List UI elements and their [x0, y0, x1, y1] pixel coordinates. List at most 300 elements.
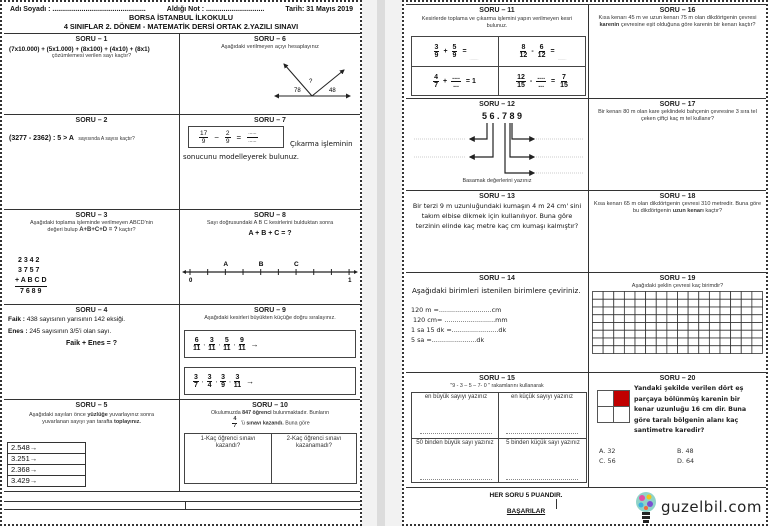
question-5 [4, 400, 180, 492]
grid-cell [688, 323, 699, 331]
points-note: HER SORU 5 PUANDIR. [489, 492, 563, 499]
grid-cell [603, 299, 614, 307]
grid-cell [593, 338, 604, 346]
grid-cell [635, 292, 646, 300]
q3-addition [15, 256, 47, 297]
grid-cell [752, 307, 763, 315]
operator: + [443, 48, 448, 55]
grid-cell [635, 315, 646, 323]
denominator: 12 [519, 52, 528, 59]
q1-expression: (7x10.000) + (5x1.000) + (8x100) + (4x10) + (8x1) [9, 46, 150, 53]
grid-cell [720, 323, 731, 331]
arrow-icon: → [250, 339, 259, 349]
question-18 [589, 191, 766, 273]
grid-cell [593, 299, 604, 307]
q15-cell-smallest: en küçük sayıyı yazınız [510, 394, 574, 400]
place-value-diagram [406, 121, 589, 181]
answer-blank: ........ [469, 56, 479, 61]
denominator: 9 [434, 52, 439, 59]
fraction [520, 44, 528, 59]
divided-square [597, 390, 631, 424]
grid-cell [593, 323, 604, 331]
grid-cell [709, 330, 720, 338]
denominator: 15 [517, 81, 525, 89]
fraction [516, 74, 526, 89]
grid-cell [624, 307, 635, 315]
grid-cell [752, 346, 763, 354]
numerator: 7 [562, 73, 566, 81]
question-11 [406, 5, 589, 99]
angle-left-label: 78 [294, 88, 301, 94]
fraction [193, 374, 199, 389]
scrollbar[interactable] [377, 0, 385, 526]
grid-cell [603, 346, 614, 354]
q11-table [411, 36, 586, 96]
question-19 [589, 273, 766, 373]
point-label: A [223, 261, 229, 268]
numerator: 8 [521, 44, 526, 51]
q11-cell [412, 66, 498, 96]
answer-blank: ........ [557, 56, 567, 61]
blank-cell [186, 502, 360, 510]
grid-cell [699, 307, 710, 315]
fraction [452, 44, 458, 59]
q10-sub-question-1: 1-Kaç öğrenci sınavı kazandı? [200, 436, 256, 449]
grid-cell [741, 330, 752, 338]
rounding-item: 2.368→ [7, 464, 86, 476]
denominator: 11 [238, 344, 246, 352]
grid-cell [614, 338, 625, 346]
date-label: Tarih: 31 Mayıs 2019 [285, 6, 353, 13]
comma: , [201, 378, 204, 384]
angle-diagram [272, 56, 360, 101]
faik-label: Faik : [8, 316, 25, 323]
number-line [180, 252, 360, 292]
shaded-square-part [614, 391, 630, 407]
grid-cell [678, 307, 689, 315]
grid-cell [678, 346, 689, 354]
grid-cell [603, 292, 614, 300]
denominator: 9 [225, 137, 230, 145]
numerator: 5 [224, 336, 229, 344]
blank-cell [4, 502, 186, 510]
question-title: SORU – 6 [254, 36, 286, 43]
grid-cell [699, 323, 710, 331]
grid-cell [614, 346, 625, 354]
q15-table [411, 392, 587, 483]
grid-cell [688, 315, 699, 323]
numerator: 3 [194, 373, 198, 381]
q10-text-1a: Okulumuzda [210, 410, 241, 416]
grid-cell [731, 338, 742, 346]
grid-cell [752, 338, 763, 346]
q10-bold-1: 847 öğrenci [242, 410, 272, 416]
numerator: 5 [452, 44, 457, 51]
question-title: SORU – 15 [479, 375, 515, 382]
grid-cell [635, 307, 646, 315]
blank-row [4, 492, 360, 502]
grid-cell [667, 299, 678, 307]
grid-cell [635, 346, 646, 354]
q16-text-1: Kısa kenarı 45 m ve uzun kenarı 75 m olan dikdörtgenin çevresi [598, 15, 757, 21]
exam-title: 4 SINIFLAR 2. DÖNEM - MATEMATİK DERSİ ORTAK 2.YAZILI SINAVI [63, 22, 299, 31]
question-16 [589, 5, 766, 99]
grid-cell [699, 299, 710, 307]
grid-cell [646, 346, 657, 354]
arrow-icon: → [246, 376, 255, 386]
operator: + [443, 77, 448, 85]
fraction [234, 374, 241, 389]
grid-cell [688, 338, 699, 346]
q10-answer-box-2 [271, 433, 357, 484]
grid-cell [603, 323, 614, 331]
q11-text: Kesirlerde toplama ve çıkarma işlemini yapın verilmeyen kesri bulunuz. [421, 16, 573, 29]
question-title: SORU – 11 [479, 7, 515, 14]
grid-cell [646, 292, 657, 300]
q16-text-2: çevresine eşit olduğuna göre karenin bir kenarı kaçtır? [620, 22, 756, 28]
numerator: 4 [233, 416, 237, 422]
grid-cell [635, 338, 646, 346]
rounding-item: 3.251→ [7, 453, 86, 465]
equals: = [462, 48, 467, 55]
exam-page-left [0, 0, 362, 526]
q15-cell-under-5k: 5 binden küçük sayı yazınız [506, 440, 580, 446]
denominator: 15 [560, 81, 568, 89]
q10-text-2a: 'ü [240, 420, 245, 427]
grid-cell [731, 330, 742, 338]
square-part [598, 391, 614, 407]
grid-cell [688, 346, 699, 354]
grid-cell [741, 346, 752, 354]
grid-cell [699, 330, 710, 338]
question-title: SORU – 9 [254, 307, 286, 314]
grid-cell [731, 346, 742, 354]
grid-cell [720, 292, 731, 300]
name-field-label: Adı Soyadı : ................................................ [10, 6, 146, 13]
enes-label: Enes : [8, 328, 28, 335]
question-7 [180, 115, 360, 210]
q5-bold-2: toplayınız. [113, 419, 141, 425]
question-title: SORU – 7 [254, 117, 286, 124]
sum-row: 7 6 8 9 [20, 288, 42, 295]
grid-cell [741, 307, 752, 315]
q19-text: Aşağıdaki şeklin çevresi kaç birimdir? [631, 283, 724, 289]
grid-cell [603, 315, 614, 323]
numerator: 3 [207, 373, 212, 381]
question-1 [4, 34, 180, 115]
exam-footer [406, 488, 766, 525]
enes-text: 245 sayısının 3/5'i olan sayı. [29, 328, 112, 335]
fraction [207, 374, 213, 389]
unit-grid [592, 291, 764, 355]
comma: , [215, 378, 218, 384]
arrow-left-icon [182, 270, 186, 274]
grid-cell [593, 346, 604, 354]
grid-cell [624, 323, 635, 331]
question-20 [589, 373, 766, 488]
grid-cell [593, 315, 604, 323]
minus-operator: − [214, 132, 219, 142]
start-label: 0 [189, 278, 193, 284]
q6-text: Aşağıdaki verilmeyen açıyı hesaplayınız [221, 44, 319, 50]
grid-cell [646, 330, 657, 338]
grid-cell [720, 307, 731, 315]
conversion-line: 5 sa =......................dk [411, 336, 485, 344]
grid-cell [741, 338, 752, 346]
grid-cell [688, 330, 699, 338]
grid-cell [752, 323, 763, 331]
q10-text-1b: bulunmaktadır. Bunların [273, 410, 330, 416]
grid-cell [699, 292, 710, 300]
grid-cell [688, 307, 699, 315]
q2-text: sayısında A sayısı kaçtır? [78, 136, 135, 142]
operator: - [529, 77, 533, 85]
option-b[interactable]: B. 48 [677, 447, 694, 455]
point-label: B [258, 261, 264, 268]
grid-cell [699, 346, 710, 354]
q3-expression: A+B+C+D = ? [79, 227, 118, 233]
grid-cell [731, 299, 742, 307]
q10-sub-question-2: 2-Kaç öğrenci sınavı kazanamadı? [286, 436, 342, 449]
question-title: SORU – 12 [479, 101, 515, 108]
grid-cell [593, 292, 604, 300]
numerator: 3 [221, 373, 226, 381]
grid-cell [709, 307, 720, 315]
blank-numerator: ...... [248, 129, 257, 136]
grid-cell [720, 330, 731, 338]
q3-text-3: kaçtır? [119, 227, 136, 233]
addend-row: + A B C D [15, 276, 47, 287]
grid-cell [688, 292, 699, 300]
lightbulb-logo-icon [634, 491, 658, 525]
question-2 [4, 115, 180, 210]
numerator: .... [537, 73, 546, 81]
question-8 [180, 210, 360, 305]
grid-cell [603, 330, 614, 338]
grid-cell [656, 299, 667, 307]
equals: = [551, 77, 556, 85]
site-logo-text[interactable]: guzelbil.com [661, 498, 762, 516]
grid-cell [678, 315, 689, 323]
operator: - [531, 48, 534, 55]
q3-text-2: değeri bulup [47, 227, 78, 233]
conversion-line: 1 sa 15 dk =.......................dk [411, 326, 507, 334]
grid-cell [656, 330, 667, 338]
question-title: SORU – 18 [659, 193, 696, 200]
question-title: SORU – 16 [659, 7, 696, 14]
grid-cell [731, 307, 742, 315]
grid-cell [709, 346, 720, 354]
q11-cell [498, 37, 586, 66]
grid-cell [656, 346, 667, 354]
grid-cell [752, 292, 763, 300]
grid-cell [624, 315, 635, 323]
square-part [614, 407, 630, 423]
grid-cell [709, 338, 720, 346]
question-10 [180, 400, 360, 492]
q18-bold: uzun kenarı [672, 208, 704, 214]
q10-text-2b: Buna göre [285, 420, 310, 427]
question-9 [180, 305, 360, 400]
question-title: SORU – 3 [75, 212, 108, 219]
comma: , [229, 378, 231, 384]
grid-cell [731, 315, 742, 323]
q14-text: Aşağıdaki birimleri istenilen birimlere çeviriniz. [412, 286, 581, 295]
grid-cell [635, 299, 646, 307]
q9-fraction-set-2 [184, 367, 356, 395]
grid-cell [752, 330, 763, 338]
q5-text-3: yuvarlanan sayıyı yan tarafta [42, 419, 113, 425]
question-title: SORU – 5 [75, 402, 108, 409]
grid-cell [741, 292, 752, 300]
fraction [238, 337, 245, 352]
q5-text-1: Aşağıdaki sayıları önce [28, 412, 86, 418]
fraction [538, 44, 546, 59]
grid-cell [741, 323, 752, 331]
denominator: ... [538, 81, 545, 89]
numerator: 6 [539, 44, 544, 51]
q9-fraction-set-1 [184, 330, 356, 358]
q12-caption: Basamak değerlerini yazınız [462, 178, 532, 184]
square-part [598, 407, 614, 423]
question-title: SORU – 2 [75, 117, 108, 124]
question-15 [406, 373, 589, 488]
fraction [193, 337, 200, 352]
question-12 [406, 99, 589, 191]
question-title: SORU – 14 [479, 275, 515, 282]
grid-cell [731, 292, 742, 300]
equals: = 1 [465, 77, 476, 85]
grid-cell [656, 307, 667, 315]
question-4 [4, 305, 180, 400]
grid-cell [720, 315, 731, 323]
numerator: .... [452, 73, 460, 81]
q7-text-1: Çıkarma işleminin [290, 140, 353, 148]
grid-cell [614, 299, 625, 307]
angle-right-label: 48 [329, 88, 336, 94]
exam-header [6, 4, 356, 34]
grade-field-label: Aldığı Not : .............................. [166, 6, 265, 13]
grid-cell [720, 338, 731, 346]
grid-cell [624, 338, 635, 346]
question-title: SORU – 10 [252, 402, 288, 409]
grid-cell [624, 292, 635, 300]
numerator: 3 [235, 373, 240, 381]
grid-cell [593, 307, 604, 315]
denominator: ... [453, 81, 459, 89]
option-c[interactable]: C. 56 [599, 457, 616, 465]
grid-cell [614, 292, 625, 300]
grid-cell [656, 292, 667, 300]
addend-row: 2 3 4 2 [18, 257, 40, 264]
grid-cell [656, 315, 667, 323]
q10-answer-box-1 [184, 433, 272, 484]
grid-cell [709, 315, 720, 323]
question-6 [180, 34, 360, 115]
denominator: 11 [223, 344, 231, 352]
numerator: 17 [200, 129, 208, 137]
grid-cell [667, 346, 678, 354]
question-title: SORU – 17 [659, 101, 696, 108]
fraction [560, 74, 568, 89]
grid-cell [731, 323, 742, 331]
equals: = [550, 48, 555, 55]
q18-text-1: Kısa kenarı 65 m olan dikdörtgenin çevresi 310 metredir. Buna göre bu dikdörtgenin [593, 201, 762, 214]
fraction [536, 74, 546, 89]
grid-cell [667, 338, 678, 346]
numerator: 6 [194, 336, 199, 344]
numerator: 9 [239, 336, 244, 344]
grid-cell [667, 292, 678, 300]
numerator: 3 [209, 336, 214, 344]
fraction [208, 337, 215, 352]
grid-cell [646, 315, 657, 323]
numerator: 2 [225, 129, 230, 137]
numerator: 4 [434, 73, 439, 81]
fraction [451, 74, 461, 89]
grid-cell [720, 346, 731, 354]
equals-operator: = [236, 132, 242, 142]
q10-bold-2: sınavı kazandı. [246, 420, 284, 427]
grid-cell [624, 346, 635, 354]
grid-cell [678, 292, 689, 300]
grid-cell [741, 315, 752, 323]
fraction [223, 337, 230, 352]
grid-cell [624, 299, 635, 307]
question-17 [589, 99, 766, 191]
comma: , [203, 341, 206, 347]
denominator: 12 [537, 52, 546, 59]
conversion-line: 120 m =..........................cm [411, 306, 502, 314]
grid-cell [635, 323, 646, 331]
q13-text: Bir terzi 9 m uzunluğundaki kumaşın 4 m 24 cm' sini takım elbise dikmek için kullanılıyor. Buna göre terzinin elinde kaç metre kaç cm kumaşı kalmıştır? [412, 202, 582, 230]
grid-cell [624, 330, 635, 338]
grid-cell [614, 330, 625, 338]
q9-text: Aşağıdaki kesirleri büyükten küçüğe doğru sıralayınız. [204, 315, 336, 321]
q17-text: Bir kenarı 80 m olan kare şeklindeki bahçenin çevresine 3 sıra tel çeken çiftçi kaç m tel kullanır? [598, 109, 757, 122]
denominator: 9 [221, 381, 226, 389]
end-label: 1 [348, 278, 352, 284]
fraction [433, 74, 439, 89]
grid-cell [646, 323, 657, 331]
grid-cell [667, 315, 678, 323]
grid-cell [667, 330, 678, 338]
grid-cell [593, 330, 604, 338]
q15-cell-largest: en büyük sayıyı yazınız [424, 394, 488, 400]
grid-cell [603, 338, 614, 346]
option-a[interactable]: A. 32 [599, 447, 616, 455]
option-d[interactable]: D. 64 [677, 457, 695, 465]
blank-denominator: ...... [248, 137, 257, 144]
question-3 [4, 210, 180, 305]
q15-cell-over-50k: 50 binden büyük sayı yazınız [416, 440, 494, 446]
q11-cell [498, 66, 586, 96]
grid-cell [752, 315, 763, 323]
q2-expression: (3277 - 2362) : 5 > A [9, 135, 74, 142]
grid-cell [678, 299, 689, 307]
denominator: 4 [207, 381, 212, 389]
grid-cell [741, 299, 752, 307]
exam-page-right [402, 0, 768, 526]
denominator: 7 [233, 422, 237, 429]
denominator: 11 [193, 344, 201, 352]
question-title: SORU – 8 [254, 212, 286, 219]
point-label: C [294, 261, 299, 268]
grid-cell [646, 338, 657, 346]
numerator: 3 [434, 44, 439, 51]
q4-sum: Faik + Enes = ? [66, 340, 117, 347]
faik-text: 438 sayısının yarısının 142 eksiği. [26, 316, 126, 323]
